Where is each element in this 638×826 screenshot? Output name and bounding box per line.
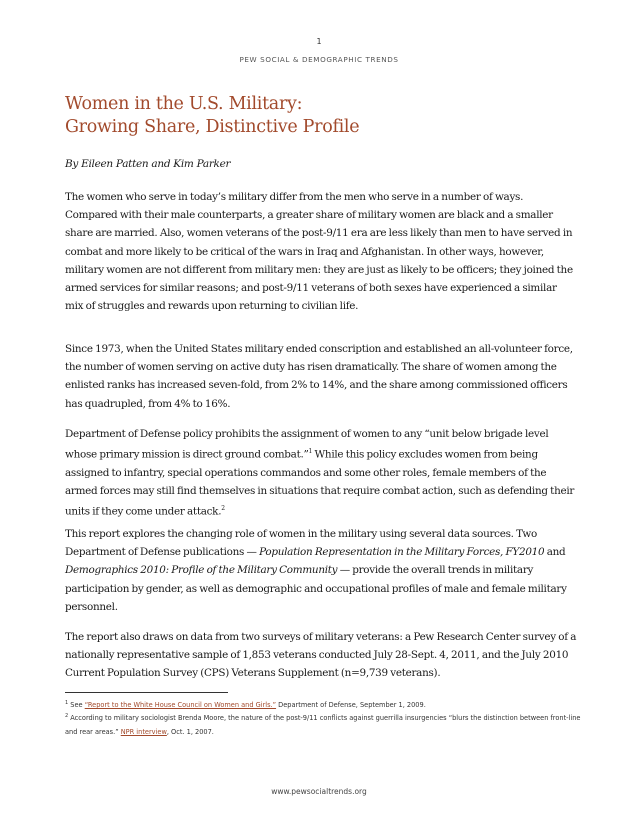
footnote-1-number: 1 <box>65 700 69 706</box>
footnote-2-link[interactable]: NPR interview <box>120 727 167 736</box>
title-line-1: Women in the U.S. Military: <box>65 94 303 114</box>
running-header: PEW SOCIAL & DEMOGRAPHIC TRENDS <box>239 55 399 64</box>
footnote-ref-2[interactable]: 2 <box>221 505 225 513</box>
paragraph-5: The report also draws on data from two surveys of military veterans: a Pew Research Center survey of a nationally representative sample of 1,853 veterans conducted July 28-Sept. 4, 2011, and the July 2010 Current Population Survey (CPS) Veterans Supplement (n=9,739 veterans). <box>65 631 577 680</box>
paragraph-4 <box>65 525 577 616</box>
byline: By Eileen Patten and Kim Parker <box>65 158 231 170</box>
paragraph-1: The women who serve in today’s military differ from the men who serve in a number of ways. Compared with their male counterparts, a greater share of military women are black and a smaller share are married. Also, women veterans of the post-9/11 era are less likely than men to have served in combat and more likely to be critical of the wars in Iraq and Afghanistan. In other ways, however, military women are not different from military men: they are just as likely to be officers; they joined the armed services for similar reasons; and post-9/11 veterans of both sexes have experienced a similar mix of struggles and rewards upon returning to civilian life. <box>65 191 573 313</box>
footnote-2-number: 2 <box>65 713 69 719</box>
footnote-2-suffix: , Oct. 1, 2007. <box>166 727 214 736</box>
paragraph-3 <box>65 425 577 521</box>
footnote-1-suffix: Department of Defense, September 1, 2009. <box>276 701 426 710</box>
page-number: 1 <box>316 37 322 46</box>
footnote-ref-1[interactable]: 1 <box>308 448 313 456</box>
footnote-divider <box>65 692 228 693</box>
paragraph-3-text-b: While this policy excludes women from being assigned to infantry, special operations commandos and some other roles, female members of the armed forces may still find themselves in situations that require combat action, such as defending their units if they come under attack. <box>65 448 575 518</box>
footnote-1-link[interactable]: “Report to the White House Council on Women and Girls.” <box>84 701 277 710</box>
paragraph-3-text-a: Department of Defense policy prohibits the assignment of women to any “unit below brigade level whose primary mission is direct ground combat.” <box>65 428 549 461</box>
footer-url: www.pewsocialtrends.org <box>271 787 367 796</box>
publication-title-2: Demographics 2010: Profile of the Military Community <box>65 564 338 577</box>
paragraph-4-text-a: This report explores the changing role of women in the military using several data sources. Two Department of Defense publications — <box>65 528 537 559</box>
title-line-2: Growing Share, Distinctive Profile <box>65 117 360 137</box>
document-title <box>65 93 585 139</box>
footnote-2-prefix: According to military sociologist Brenda Moore, the nature of the post-9/11 conflicts against guerrilla insurgencies “blurs the distinction between front-line and rear areas.” <box>65 714 581 736</box>
footnote-1-prefix: See <box>68 701 85 710</box>
publication-title-1: Population Representation in the Military Forces, FY2010 <box>259 546 545 559</box>
footnote-2 <box>65 710 585 739</box>
paragraph-2: Since 1973, when the United States military ended conscription and established an all-volunteer force, the number of women serving on active duty has risen dramatically. The share of women among the enlisted ranks has increased seven-fold, from 2% to 14%, and the share among commissioned officers has quadrupled, from 4% to 16%. <box>65 343 573 410</box>
paragraph-4-text-c: — provide the overall trends in military participation by gender, as well as demographic and occupational profiles of male and female military personnel. <box>65 564 567 613</box>
paragraph-4-text-b: and <box>544 546 566 559</box>
